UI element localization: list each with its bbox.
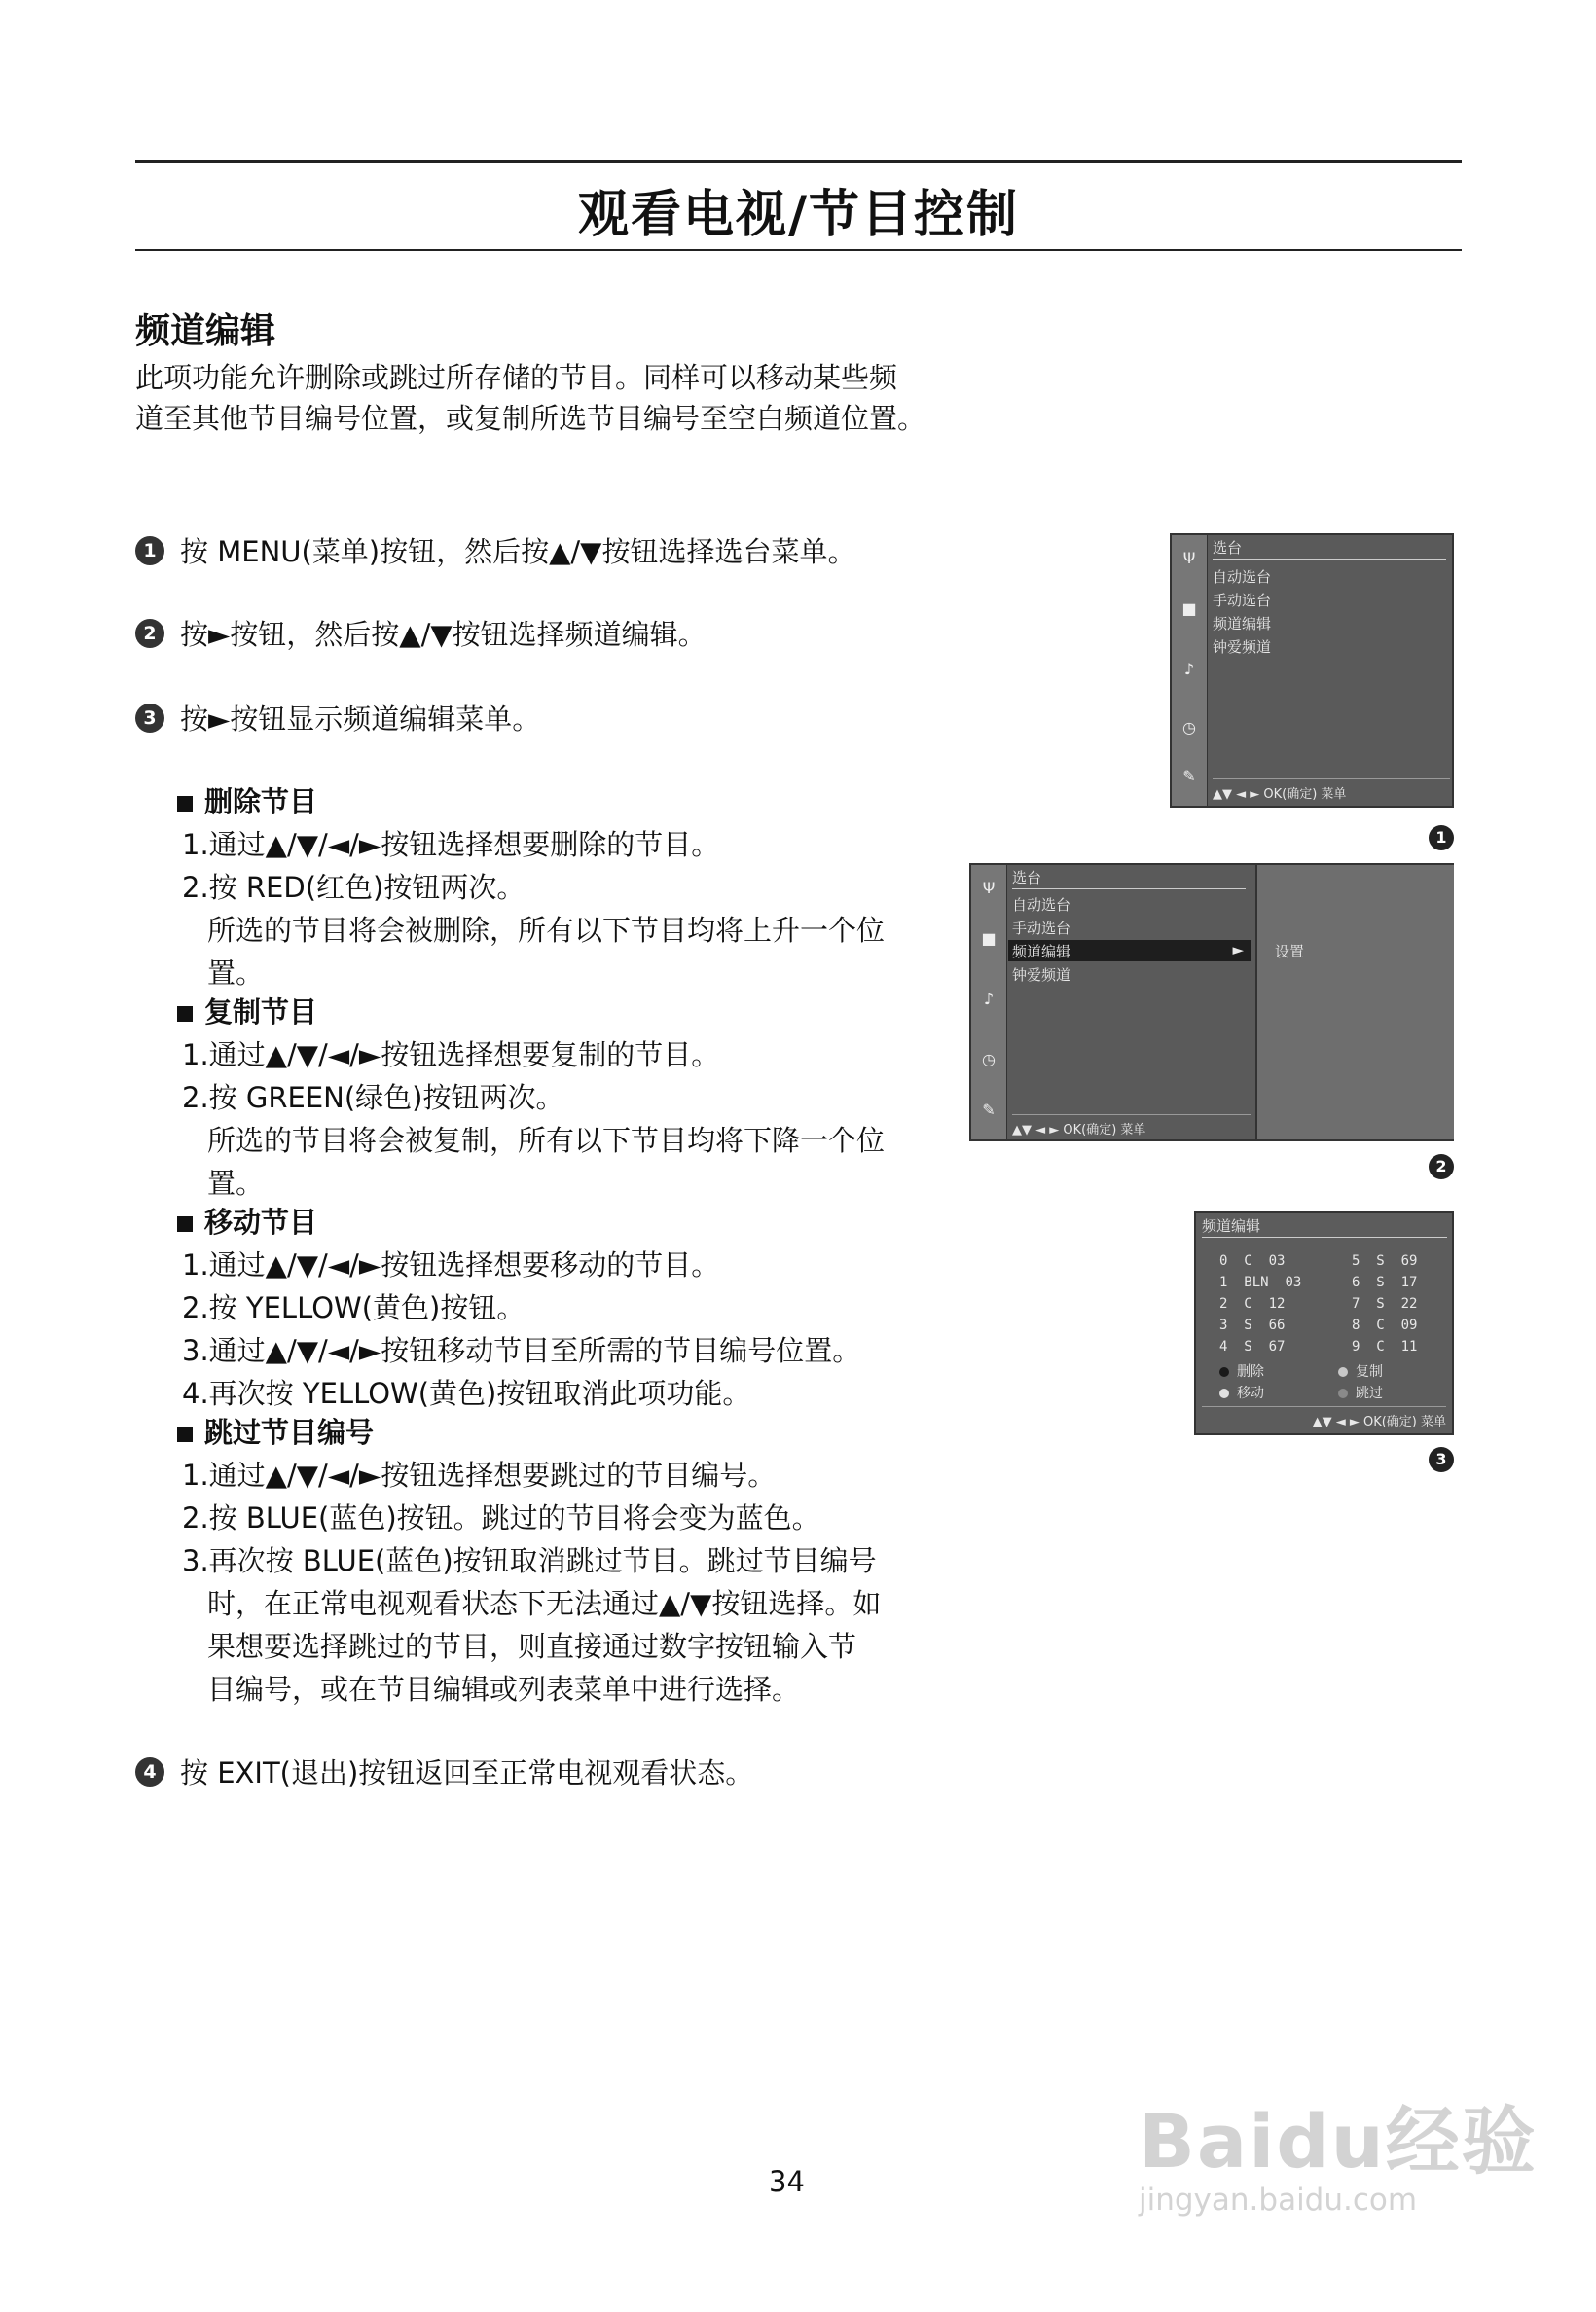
skip-note: 果想要选择跳过的节目，则直接通过数字按钮输入节	[207, 1630, 857, 1663]
top-rule	[135, 160, 1462, 163]
arrow-right-icon: ►	[1232, 941, 1244, 958]
move-line: 3.通过▲/▼/◄/►按钮移动节目至所需的节目编号位置。	[182, 1334, 861, 1367]
legend-copy: 复制	[1338, 1361, 1383, 1381]
menu-item: 钟爱频道	[1012, 966, 1071, 984]
time-icon: ◷	[982, 1050, 996, 1068]
blue-dot-icon	[1338, 1389, 1348, 1398]
skip-heading: 跳过节目编号	[177, 1411, 374, 1451]
skip-note: 时，在正常电视观看状态下无法通过▲/▼按钮选择。如	[207, 1587, 882, 1620]
menu-sidebar	[971, 865, 1007, 1139]
channel-row: 9 C 11	[1352, 1339, 1418, 1355]
figure-number: 1	[1429, 825, 1454, 850]
channel-row: 2 C 12	[1219, 1296, 1286, 1312]
picture-icon: ■	[981, 929, 997, 948]
step-number: 2	[135, 619, 164, 648]
menu-footer: ▲▼ ◄ ► OK(确定) 菜单	[1213, 778, 1450, 802]
red-dot-icon	[1219, 1367, 1229, 1377]
menu-item: 自动选台	[1012, 896, 1071, 914]
channel-row: 0 C 03	[1219, 1253, 1286, 1269]
time-icon: ◷	[1182, 718, 1196, 737]
delete-note: 置。	[207, 957, 265, 990]
channel-row: 7 S 22	[1352, 1296, 1418, 1312]
sound-icon: ♪	[983, 990, 995, 1008]
legend-skip: 跳过	[1338, 1383, 1383, 1402]
step-number: 1	[135, 536, 164, 565]
menu-title: 频道编辑	[1202, 1215, 1447, 1238]
figure-number: 2	[1429, 1154, 1454, 1179]
skip-line: 1.通过▲/▼/◄/►按钮选择想要跳过的节目编号。	[182, 1459, 777, 1492]
move-heading: 移动节目	[177, 1201, 317, 1241]
menu-title: 选台	[1213, 537, 1446, 560]
menu-footer: ▲▼ ◄ ► OK(确定) 菜单	[1202, 1406, 1446, 1429]
sound-icon: ♪	[1183, 660, 1195, 678]
setup-icon: ✎	[1182, 767, 1196, 785]
menu-footer: ▲▼ ◄ ► OK(确定) 菜单	[1012, 1114, 1251, 1138]
copy-line: 2.按 GREEN(绿色)按钮两次。	[182, 1081, 564, 1114]
skip-note: 目编号，或在节目编辑或列表菜单中进行选择。	[207, 1673, 801, 1706]
move-line: 4.再次按 YELLOW(黄色)按钮取消此项功能。	[182, 1377, 751, 1410]
move-line: 1.通过▲/▼/◄/►按钮选择想要移动的节目。	[182, 1248, 720, 1282]
menu-title: 选台	[1012, 867, 1246, 889]
menu-item-selected: 频道编辑 ►	[1008, 940, 1251, 961]
step-text: 按 EXIT(退出)按钮返回至正常电视观看状态。	[180, 1756, 754, 1789]
channel-list-left	[1219, 1250, 1301, 1357]
delete-line: 2.按 RED(红色)按钮两次。	[182, 871, 526, 904]
step-number: 3	[135, 704, 164, 733]
channel-row: 1 BLN 03	[1219, 1275, 1302, 1290]
watermark-url: jingyan.baidu.com	[1139, 2183, 1418, 2218]
step-3	[135, 698, 540, 738]
step-4	[135, 1752, 753, 1791]
channel-row: 6 S 17	[1352, 1275, 1418, 1290]
baidu-watermark	[1139, 2082, 1538, 2218]
intro-line: 道至其他节目编号位置，或复制所选节目编号至空白频道位置。	[135, 402, 926, 435]
copy-note: 所选的节目将会被复制，所有以下节目均将下降一个位	[207, 1124, 886, 1157]
copy-heading: 复制节目	[177, 991, 317, 1030]
step-number: 4	[135, 1757, 164, 1787]
channel-row: 5 S 69	[1352, 1253, 1418, 1269]
submenu-panel	[1255, 865, 1454, 1139]
page-title: 观看电视/节目控制	[578, 186, 1019, 244]
square-bullet-icon	[177, 1216, 193, 1232]
menu-item: 手动选台	[1012, 920, 1071, 937]
page-number: 34	[769, 2165, 805, 2198]
delete-line: 1.通过▲/▼/◄/►按钮选择想要删除的节目。	[182, 828, 720, 861]
delete-note: 所选的节目将会被删除，所有以下节目均将上升一个位	[207, 914, 886, 947]
green-dot-icon	[1338, 1367, 1348, 1377]
menu-sidebar	[1172, 535, 1208, 806]
skip-line: 2.按 BLUE(蓝色)按钮。跳过的节目将会变为蓝色。	[182, 1501, 820, 1535]
yellow-dot-icon	[1219, 1389, 1229, 1398]
copy-line: 1.通过▲/▼/◄/►按钮选择想要复制的节目。	[182, 1038, 720, 1071]
step-text: 按►按钮显示频道编辑菜单。	[180, 703, 541, 736]
menu-screen-2	[969, 863, 1454, 1141]
menu-item: 钟爱频道	[1213, 638, 1272, 656]
section-title: 频道编辑	[135, 311, 276, 351]
move-line: 2.按 YELLOW(黄色)按钮。	[182, 1291, 526, 1324]
submenu-item: 设置	[1275, 943, 1305, 960]
antenna-icon: Ψ	[982, 879, 996, 897]
square-bullet-icon	[177, 796, 193, 812]
setup-icon: ✎	[982, 1101, 996, 1119]
delete-heading: 删除节目	[177, 780, 317, 820]
watermark-brand: Baidu经验	[1139, 2098, 1538, 2185]
menu-item: 频道编辑	[1213, 615, 1272, 632]
step-text: 按 MENU(菜单)按钮，然后按▲/▼按钮选择选台菜单。	[180, 535, 856, 568]
menu-item: 手动选台	[1213, 592, 1272, 609]
legend-move: 移动	[1219, 1383, 1264, 1402]
channel-row: 4 S 67	[1219, 1339, 1286, 1355]
channel-row: 8 C 09	[1352, 1318, 1418, 1333]
square-bullet-icon	[177, 1006, 193, 1022]
skip-line: 3.再次按 BLUE(蓝色)按钮取消跳过节目。跳过节目编号	[182, 1544, 877, 1577]
square-bullet-icon	[177, 1427, 193, 1442]
menu-screen-1	[1170, 533, 1454, 808]
channel-edit-screen	[1194, 1211, 1454, 1435]
step-2	[135, 613, 707, 653]
channel-row: 3 S 66	[1219, 1318, 1286, 1333]
intro-line: 此项功能允许删除或跳过所存储的节目。同样可以移动某些频	[135, 361, 898, 394]
copy-note: 置。	[207, 1167, 265, 1200]
step-text: 按►按钮，然后按▲/▼按钮选择频道编辑。	[180, 618, 707, 651]
antenna-icon: Ψ	[1182, 549, 1196, 567]
menu-item: 自动选台	[1213, 568, 1272, 586]
legend-delete: 删除	[1219, 1361, 1264, 1381]
channel-list-right	[1352, 1250, 1417, 1357]
step-1	[135, 530, 856, 570]
figure-number: 3	[1429, 1447, 1454, 1472]
picture-icon: ■	[1181, 599, 1197, 618]
title-underline	[135, 249, 1462, 251]
